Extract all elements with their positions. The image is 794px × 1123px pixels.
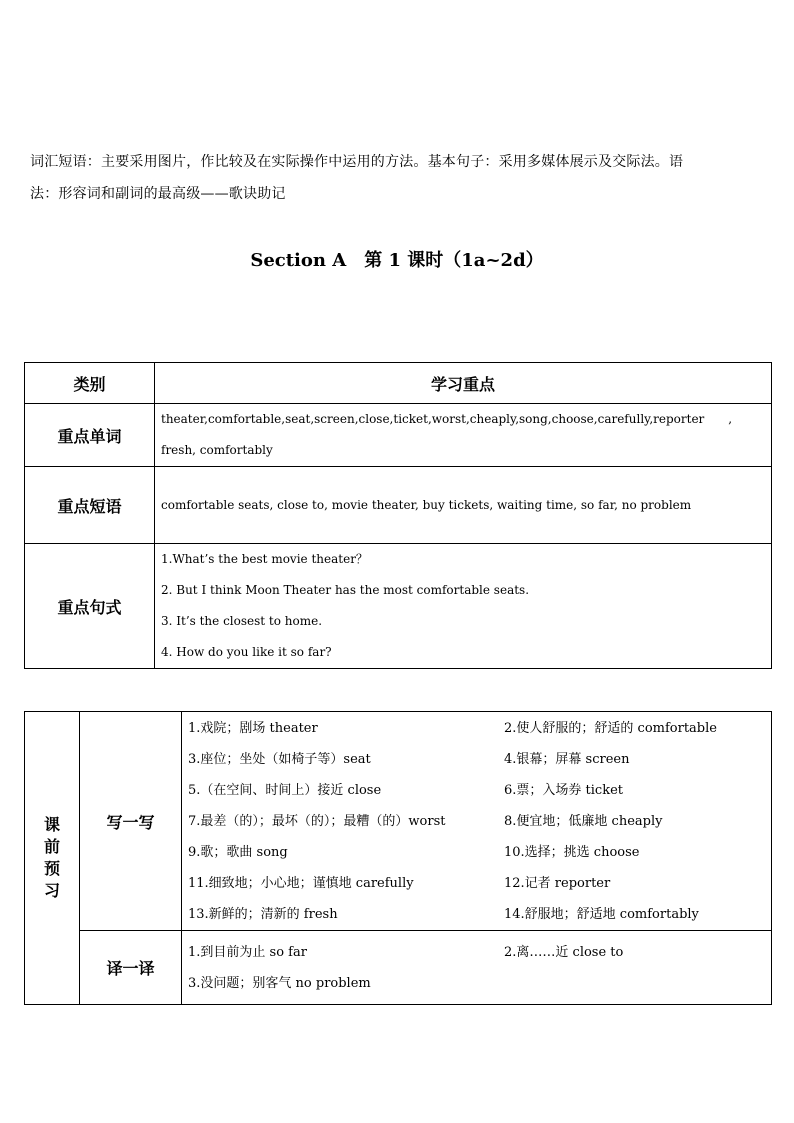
preview-side-char: 预 — [43, 859, 60, 878]
preview-side-text — [25, 814, 79, 902]
sentences-cell — [155, 544, 772, 669]
intro-line-2: 法：形容词和副词的最高级——歌诀助记 — [30, 186, 286, 202]
words-row — [25, 404, 772, 467]
write-item: 13.新鲜的；清新的 fresh — [188, 906, 338, 922]
write-item: 11.细致地；小心地；谨慎地 carefully — [188, 875, 414, 891]
sentence-item: 1.What’s the best movie theater？ — [161, 552, 368, 566]
words-line-2: fresh, comfortably — [161, 443, 273, 457]
phrases-label: 重点短语 — [25, 467, 155, 544]
write-item: 3.座位；坐处（如椅子等）seat — [188, 751, 371, 767]
preview-side-char: 习 — [43, 881, 60, 900]
phrases-row — [25, 467, 772, 544]
focus-table — [24, 362, 772, 669]
sentences-row — [25, 544, 772, 669]
preview-side-char: 课 — [43, 815, 60, 834]
header-category: 类别 — [25, 363, 155, 404]
focus-header-row — [25, 363, 772, 404]
write-grid — [188, 713, 771, 930]
preview-side-label — [25, 712, 80, 1005]
write-item: 10.选择；挑选 choose — [504, 844, 640, 860]
words-label: 重点单词 — [25, 404, 155, 467]
header-focus: 学习重点 — [155, 363, 772, 404]
section-title: Section A 第 1 课时（1a~2d） — [250, 250, 544, 271]
write-cell — [182, 712, 772, 931]
write-item: 14.舒服地；舒适地 comfortably — [504, 906, 699, 922]
translate-label: 译一译 — [80, 931, 182, 1005]
translate-row — [25, 931, 772, 1005]
write-label: 写一写 — [80, 712, 182, 931]
translate-cell — [182, 931, 772, 1005]
intro-line-1: 词汇短语：主要采用图片，作比较及在实际操作中运用的方法。基本句子：采用多媒体展示及交际法。语 — [30, 154, 684, 170]
write-item: 1.戏院；剧场 theater — [188, 720, 318, 736]
write-item: 4.银幕；屏幕 screen — [504, 751, 630, 767]
words-cell — [155, 404, 772, 467]
translate-item: 3.没问题；别客气 no problem — [188, 975, 371, 991]
sentence-item: 4. How do you like it so far? — [161, 645, 332, 659]
translate-item: 1.到目前为止 so far — [188, 944, 307, 960]
sentence-item: 2. But I think Moon Theater has the most comfortable seats. — [161, 583, 530, 597]
write-item: 8.便宜地；低廉地 cheaply — [504, 813, 663, 829]
preview-side-char: 前 — [43, 837, 60, 856]
write-item: 5.（在空间、时间上）接近 close — [188, 782, 382, 798]
write-item: 12.记者 reporter — [504, 875, 611, 891]
translate-item — [504, 968, 764, 999]
write-item: 6.票；入场券 ticket — [504, 782, 623, 798]
sentence-item: 3. It’s the closest to home. — [161, 614, 323, 628]
translate-grid — [188, 937, 771, 999]
intro-paragraph — [30, 146, 770, 210]
phrases-cell: comfortable seats, close to, movie theater, buy tickets, waiting time, so far, no problem — [155, 467, 772, 544]
write-item: 2.使人舒服的；舒适的 comfortable — [504, 720, 717, 736]
words-line-1: theater,comfortable,seat,screen,close,ticket,worst,cheaply,song,choose,carefully,reporter , — [161, 412, 733, 426]
write-item: 7.最差（的）；最坏（的）；最糟（的）worst — [188, 813, 446, 829]
write-row — [25, 712, 772, 931]
write-item: 9.歌；歌曲 song — [188, 844, 288, 860]
preview-table — [24, 711, 772, 1005]
sentences-label: 重点句式 — [25, 544, 155, 669]
translate-item: 2.离……近 close to — [504, 944, 624, 960]
